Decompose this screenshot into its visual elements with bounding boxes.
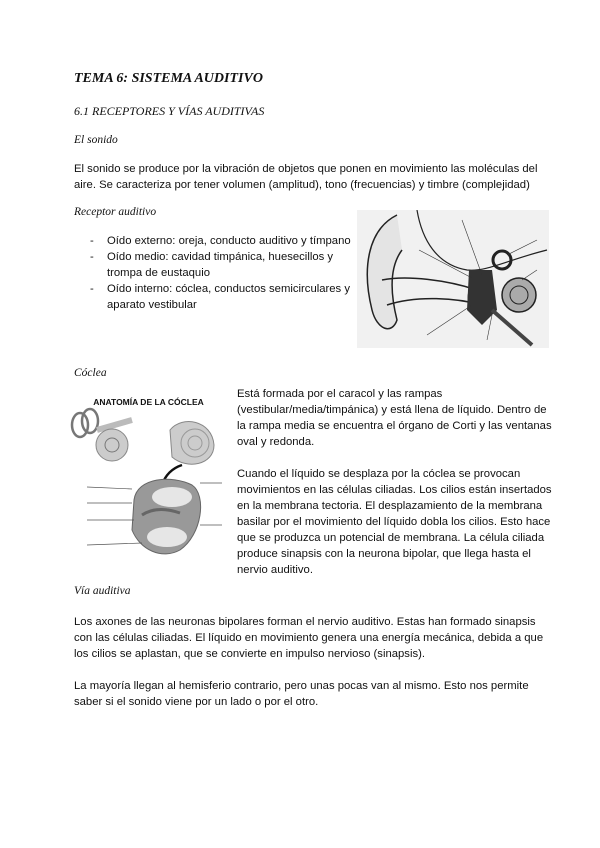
- paragraph-coclea-1: Está formada por el caracol y las rampas (vestibular/media/timpánica) y está llena de líquido. Dentro de la rampa media se encuentra el órgano de Corti y las ventanas oval y redonda.: [237, 388, 552, 448]
- section-subtitle: 6.1 RECEPTORES Y VÍAS AUDITIVAS: [74, 104, 265, 118]
- paragraph-coclea-2: Cuando el líquido se desplaza por la cóclea se provocan movimientos en las células ciliadas. Los cilios están insertados en la membrana tectoria. El desplazamiento de la membrana basilar por el movimiento del líquido dobla los cilios. Esto hace que se produzca un potencial de membrana. La célula ciliada produce sinapsis con la neurona bipolar, que llega hasta el nervio auditivo.: [237, 468, 552, 576]
- heading-receptor-auditivo: Receptor auditivo: [74, 206, 157, 218]
- list-item: - Oído externo: oreja, conducto auditivo y tímpano: [72, 233, 357, 249]
- heading-via-auditiva: Vía auditiva: [74, 585, 131, 597]
- paragraph-sonido: El sonido se produce por la vibración de objetos que ponen en movimiento las moléculas del aire. Se caracteriza por tener volumen (amplitud), tono (frecuencias) y timbre (complejidad): [74, 163, 538, 191]
- receptor-list: [72, 233, 357, 313]
- page-title: TEMA 6: SISTEMA AUDITIVO: [74, 71, 263, 86]
- heading-coclea: Cóclea: [74, 367, 107, 379]
- image-title: ANATOMÍA DE LA CÓCLEA: [93, 397, 204, 407]
- heading-el-sonido: El sonido: [74, 134, 118, 146]
- cochlea-anatomy-image: [62, 385, 235, 569]
- list-item: - Oído interno: cóclea, conductos semicirculares y aparato vestibular: [72, 281, 357, 313]
- paragraph-via-1: Los axones de las neuronas bipolares forman el nervio auditivo. Estas han formado sinapsis con las células ciliadas. El líquido en movimiento genera una energía mecánica, debida a que los cilios se aplastan, que se convierte en impulso nervioso (sinapsis).: [74, 616, 544, 660]
- via-text: [74, 614, 554, 710]
- ear-anatomy-image: [357, 210, 549, 348]
- coclea-text: [237, 386, 555, 578]
- paragraph-via-2: La mayoría llegan al hemisferio contrario, pero unas pocas van al mismo. Esto nos permite saber si el sonido viene por un lado o por el otro.: [74, 680, 529, 708]
- list-item: - Oído medio: cavidad timpánica, huesecillos y trompa de eustaquio: [72, 249, 357, 281]
